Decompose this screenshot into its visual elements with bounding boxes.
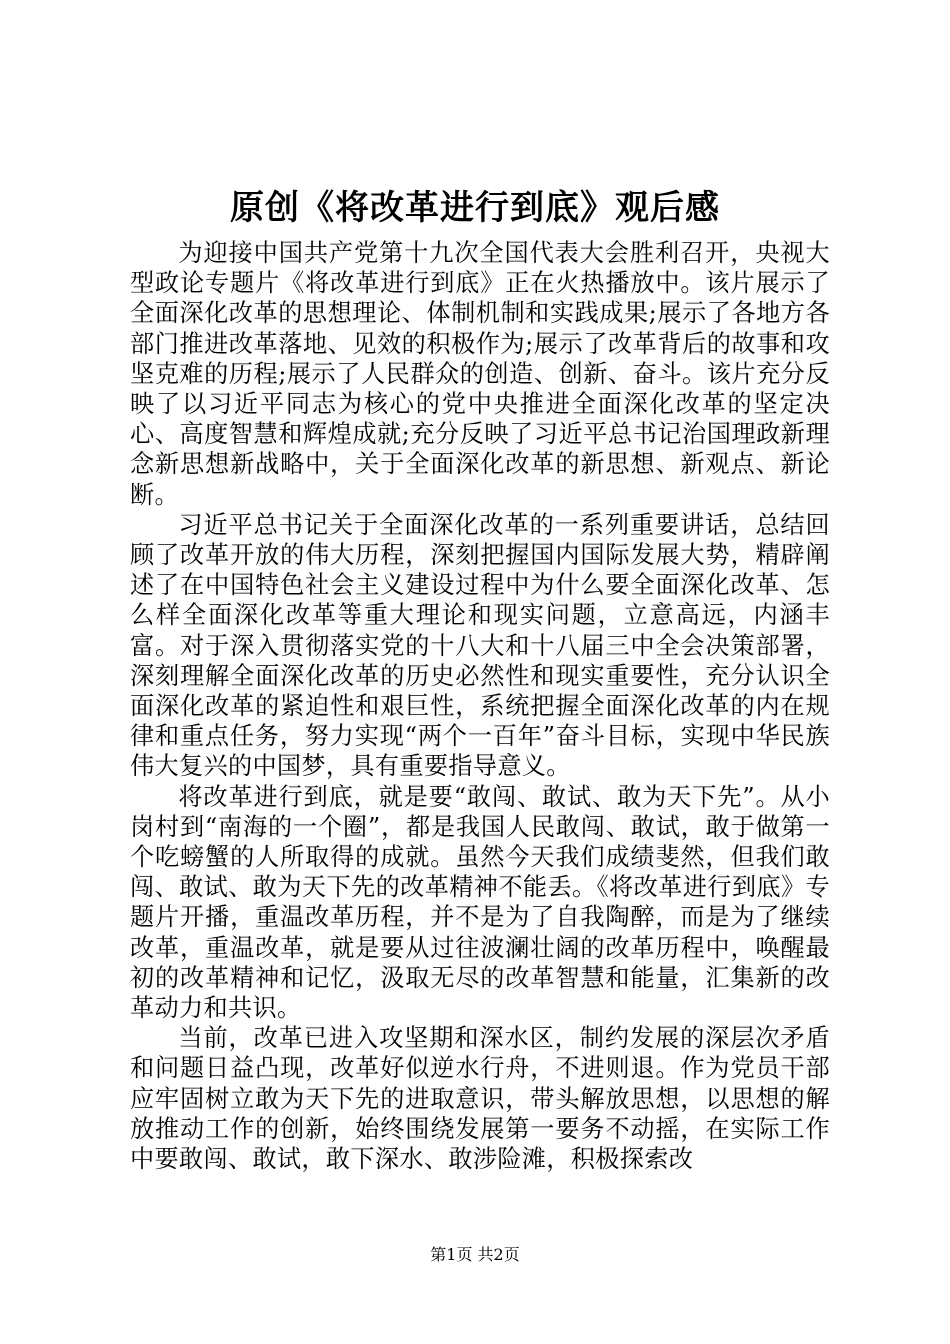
document-title: 原创《将改革进行到底》观后感	[230, 188, 720, 228]
page-footer	[0, 1244, 950, 1266]
paragraph-4: 当前，改革已进入攻坚期和深水区，制约发展的深层次矛盾和问题日益凸现，改革好似逆水行舟，不进则退。作为党员干部应牢固树立敢为天下先的进取意识，带头解放思想，以思想的解放推动工作的创新，始终围绕发展第一要务不动摇，在实际工作中要敢闯、敢试，敢下深水、敢涉险滩，积极探索改	[130, 1024, 830, 1174]
document-body	[130, 238, 830, 1174]
paragraph-1: 为迎接中国共产党第十九次全国代表大会胜利召开，央视大型政论专题片《将改革进行到底》正在火热播放中。该片展示了全面深化改革的思想理论、体制机制和实践成果;展示了各地方各部门推进改革落地、见效的积极作为;展示了改革背后的故事和攻坚克难的历程;展示了人民群众的创造、创新、奋斗。该片充分反映了以习近平同志为核心的党中央推进全面深化改革的坚定决心、高度智慧和辉煌成就;充分反映了习近平总书记治国理政新理念新思想新战略中，关于全面深化改革的新思想、新观点、新论断。	[130, 239, 830, 509]
paragraph-2: 习近平总书记关于全面深化改革的一系列重要讲话，总结回顾了改革开放的伟大历程，深刻把握国内国际发展大势，精辟阐述了在中国特色社会主义建设过程中为什么要全面深化改革、怎么样全面深化改革等重大理论和现实问题，立意高远，内涵丰富。对于深入贯彻落实党的十八大和十八届三中全会决策部署，深刻理解全面深化改革的历史必然性和现实重要性，充分认识全面深化改革的紧迫性和艰巨性，系统把握全面深化改革的内在规律和重点任务，努力实现“两个一百年”奋斗目标，实现中华民族伟大复兴的中国梦，具有重要指导意义。	[130, 510, 830, 781]
paragraph-3: 将改革进行到底，就是要“敢闯、敢试、敢为天下先”。从小岗村到“南海的一个圈”，都是我国人民敢闯、敢试，敢于做第一个吃螃蟹的人所取得的成就。虽然今天我们成绩斐然，但我们敢闯、敢试、敢为天下先的改革精神不能丢。《将改革进行到底》专题片开播，重温改革历程，并不是为了自我陶醉，而是为了继续改革，重温改革，就是要从过往波澜壮阔的改革历程中，唤醒最初的改革精神和记忆，汲取无尽的改革智慧和能量，汇集新的改革动力和共识。	[130, 782, 830, 1023]
page-number-current: 第1页	[430, 1245, 473, 1264]
page-number-total: 共2页	[477, 1245, 520, 1264]
